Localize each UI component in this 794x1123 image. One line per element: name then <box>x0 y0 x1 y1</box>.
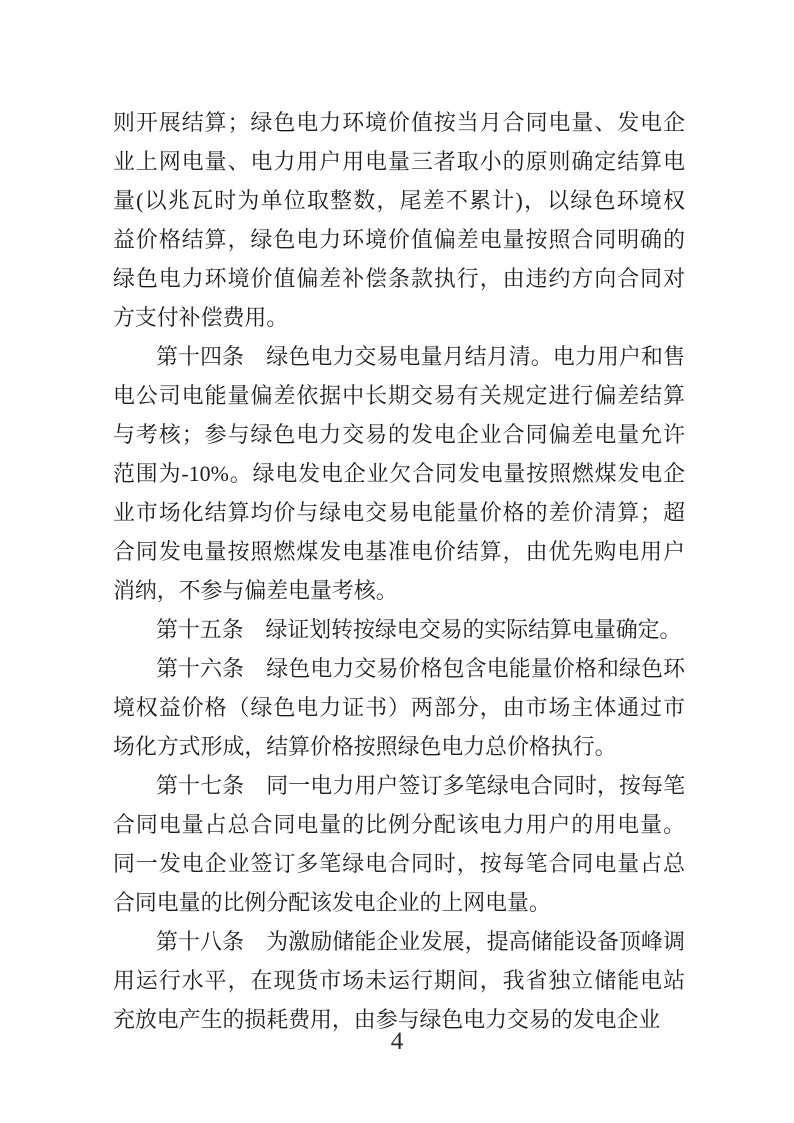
text-line: 合同发电量按照燃煤发电基准电价结算，由优先购电用户 <box>113 539 685 564</box>
paragraph <box>113 610 685 649</box>
text-line: 量(以兆瓦时为单位取整数，尾差不累计)，以绿色环境权 <box>113 188 685 213</box>
text-line: 第十八条 为激励储能企业发展，提高储能设备顶峰调 <box>156 929 685 954</box>
text-line: 消纳，不参与偏差电量考核。 <box>113 578 398 603</box>
text-line: 第十四条 绿色电力交易电量月结月清。电力用户和售 <box>156 344 685 369</box>
text-line: 同一发电企业签订多笔绿电合同时，按每笔合同电量占总 <box>113 851 685 876</box>
text-line: 第十七条 同一电力用户签订多笔绿电合同时，按每笔 <box>156 773 685 798</box>
text-line: 充放电产生的损耗费用，由参与绿色电力交易的发电企业 <box>113 1007 661 1032</box>
text-line: 合同电量占总合同电量的比例分配该电力用户的用电量。 <box>113 812 685 837</box>
text-line: 绿色电力环境价值偏差补偿条款执行，由违约方向合同对 <box>113 266 685 291</box>
text-line: 第十六条 绿色电力交易价格包含电能量价格和绿色环 <box>156 656 685 681</box>
text-line: 范围为-10%。绿电发电企业欠合同发电量按照燃煤发电企 <box>113 461 685 486</box>
paragraph <box>113 337 685 610</box>
paragraph <box>113 649 685 766</box>
paragraph <box>113 103 685 337</box>
text-line: 则开展结算；绿色电力环境价值按当月合同电量、发电企 <box>113 110 685 135</box>
page-number: 4 <box>390 1028 404 1055</box>
text-line: 业市场化结算均价与绿电交易电能量价格的差价清算；超 <box>113 500 685 525</box>
document-body <box>113 103 685 1039</box>
text-line: 用运行水平，在现货市场未运行期间，我省独立储能电站 <box>113 968 685 993</box>
text-line: 益价格结算，绿色电力环境价值偏差电量按照合同明确的 <box>113 227 685 252</box>
text-line: 电公司电能量偏差依据中长期交易有关规定进行偏差结算 <box>113 383 685 408</box>
text-line: 方支付补偿费用。 <box>113 305 289 330</box>
text-line: 合同电量的比例分配该发电企业的上网电量。 <box>113 890 551 915</box>
text-line: 场化方式形成，结算价格按照绿色电力总价格执行。 <box>113 734 617 759</box>
text-line: 境权益价格（绿色电力证书）两部分，由市场主体通过市 <box>113 695 685 720</box>
text-line: 第十五条 绿证划转按绿电交易的实际结算电量确定。 <box>156 617 682 642</box>
text-line: 业上网电量、电力用户用电量三者取小的原则确定结算电 <box>113 149 685 174</box>
text-line: 与考核；参与绿色电力交易的发电企业合同偏差电量允许 <box>113 422 685 447</box>
paragraph <box>113 766 685 922</box>
